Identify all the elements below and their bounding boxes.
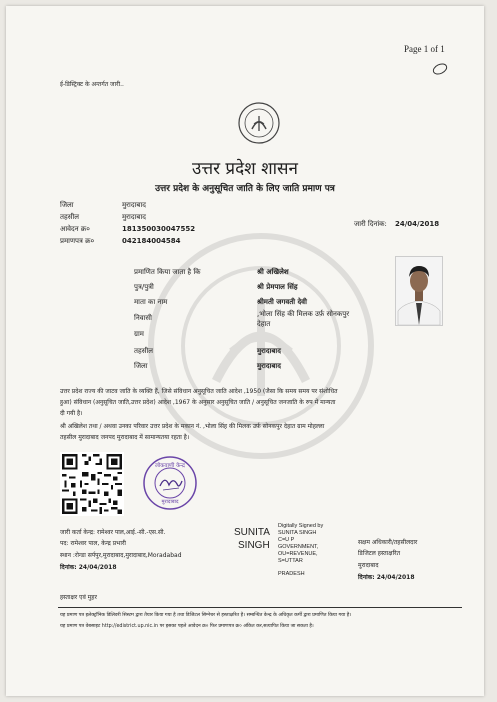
footer-note-1: यह प्रमाण पत्र इलेक्ट्रॉनिक डिलिवरी सिस्टम द्वारा तैयार किया गया है तथा डिजिटल सिग्नेचर से हस्ताक्षरित है। सम्बन्धित केन्द्र के अधिकृत कर्मी द्वारा प्रमाणित किया गया है। — [60, 613, 352, 618]
applicant-photo — [395, 256, 443, 326]
qr-code — [60, 452, 124, 516]
resident-line-2: देहात — [257, 320, 271, 328]
intro-label: प्रमाणित किया जाता है कि — [134, 268, 201, 276]
caste-paragraph-line-1: उत्तर प्रदेश राज्य की जाटव जाति के व्यक्ति हैं, जिसे संविधान अनुसूचित जाति आदेश ,1950 (जैसा कि समय समय पर संशोधित — [60, 388, 338, 395]
application-number: 181350030047552 — [122, 225, 196, 233]
footer-divider — [58, 607, 462, 608]
issuer-place: स्थान :रोन्डा सर्पपुर,मुरादाबाद,मुरादाबाद,Moradabad — [60, 552, 182, 559]
authority-office: डिजिटल हस्ताक्षरित — [358, 550, 400, 557]
district-value: मुरादाबाद — [122, 201, 146, 209]
person-district-value: मुरादाबाद — [257, 362, 281, 370]
signer-name-line-2: SINGH — [238, 540, 270, 551]
certificate-number: 042184004584 — [122, 237, 181, 245]
handwritten-mark-icon — [430, 62, 450, 76]
mother-label: माता का नाम — [134, 298, 168, 306]
mother-name: श्रीमती जगवती देवी — [257, 298, 307, 306]
page-number: Page 1 of 1 — [404, 44, 445, 54]
tehsil-value: मुरादाबाद — [122, 213, 146, 221]
residence-paragraph-line-1: श्री अखिलेश तथा / अथवा उनका परिवार उत्तर प्रदेश के मकान नं. ,भोला सिंह की मिलक उर्फ़ सोनकपुर देहात ग्राम मोहल्ला — [60, 423, 325, 430]
digital-signature-line-5: OU=REVENUE, — [278, 551, 318, 557]
government-title: उत्तर प्रदेश शासन — [192, 159, 298, 179]
person-district-label: जिला — [134, 362, 148, 370]
issue-date-label: जारी दिनांक: — [354, 220, 387, 228]
caste-paragraph-line-3: दी गयी है। — [60, 410, 83, 417]
certificate-page — [6, 6, 484, 696]
certificate-title: उत्तर प्रदेश के अनुसूचित जाति के लिए जाति प्रमाण पत्र — [155, 184, 335, 194]
signer-name-line-1: SUNITA — [234, 527, 270, 538]
edistrict-note: ई-डिस्ट्रिक्ट के अन्तर्गत जारी.. — [60, 81, 124, 88]
footer-note-2: यह प्रमाण पत्र वेबसाइट http://edistrict.up.nic.in पर इसका पहले आवेदन क्र० फिर प्रमाणपत्र क्र० अंकित कर,सत्यापित किया जा सकता है। — [60, 624, 314, 629]
relation-label: पुत्र/पुत्री — [134, 283, 154, 291]
authority-date: दिनांक: 24/04/2018 — [358, 574, 415, 581]
father-name: श्री प्रेमपाल सिंह — [257, 283, 298, 291]
official-stamp — [142, 455, 198, 511]
village-label: ग्राम — [134, 330, 144, 338]
digital-signature-line-1: Digitally Signed by — [278, 523, 324, 529]
issuer-center: जारी कर्ता केन्द्र: रामेश्वर पाल,आई.-सी.-एस.सी. — [60, 529, 166, 536]
digital-signature-line-6: S=UTTAR — [278, 558, 303, 564]
stamp-top-text: लोकवाणी केन्द्र — [155, 463, 185, 469]
issuer-post: पद: रामेश्वर पाल, केन्द्र प्रभारी — [60, 540, 126, 547]
name-value: श्री अखिलेश — [257, 268, 289, 276]
tehsil-label: तहसील — [60, 213, 79, 221]
residence-paragraph-line-2: तहसील मुरादाबाद जनपद मुरादाबाद में सामान्यतया रहता है। — [60, 434, 190, 441]
digital-signature-line-3: C=U P — [278, 537, 295, 543]
digital-signature-line-4: GOVERNMENT, — [278, 544, 319, 550]
person-tehsil-value: मुरादाबाद — [257, 347, 281, 355]
issue-date: 24/04/2018 — [395, 220, 440, 228]
person-tehsil-label: तहसील — [134, 347, 153, 355]
authority-place: मुरादाबाद — [358, 562, 379, 569]
caste-paragraph-line-2: हुआ) संविधान (अनुसूचित जाति,उत्तर प्रदेश) आदेश ,1967 के अनुसार अनुसूचित जाति / अनुसूचित जनजाति के रुप में मान्यता — [60, 399, 336, 406]
resident-line-1: ,भोला सिंह की मिलक उर्फ़ सोनकपुर — [257, 310, 350, 318]
authority-title: सक्षम अधिकारी/तहसीलदार — [358, 539, 418, 546]
up-government-emblem-icon — [238, 102, 280, 144]
application-label: आवेदन क्र० — [60, 225, 90, 233]
seal-note: हस्ताक्षर एवं मुहर — [60, 594, 97, 601]
stamp-bottom-text: मुरादाबाद — [161, 499, 179, 505]
digital-signature-line-7: PRADESH — [278, 571, 305, 577]
resident-label: निवासी — [134, 314, 152, 322]
issuer-date: दिनांक: 24/04/2018 — [60, 564, 117, 571]
certificate-number-label: प्रमाणपत्र क्र० — [60, 237, 95, 245]
digital-signature-line-2: SUNITA SINGH — [278, 530, 317, 536]
district-label: जिला — [60, 201, 74, 209]
